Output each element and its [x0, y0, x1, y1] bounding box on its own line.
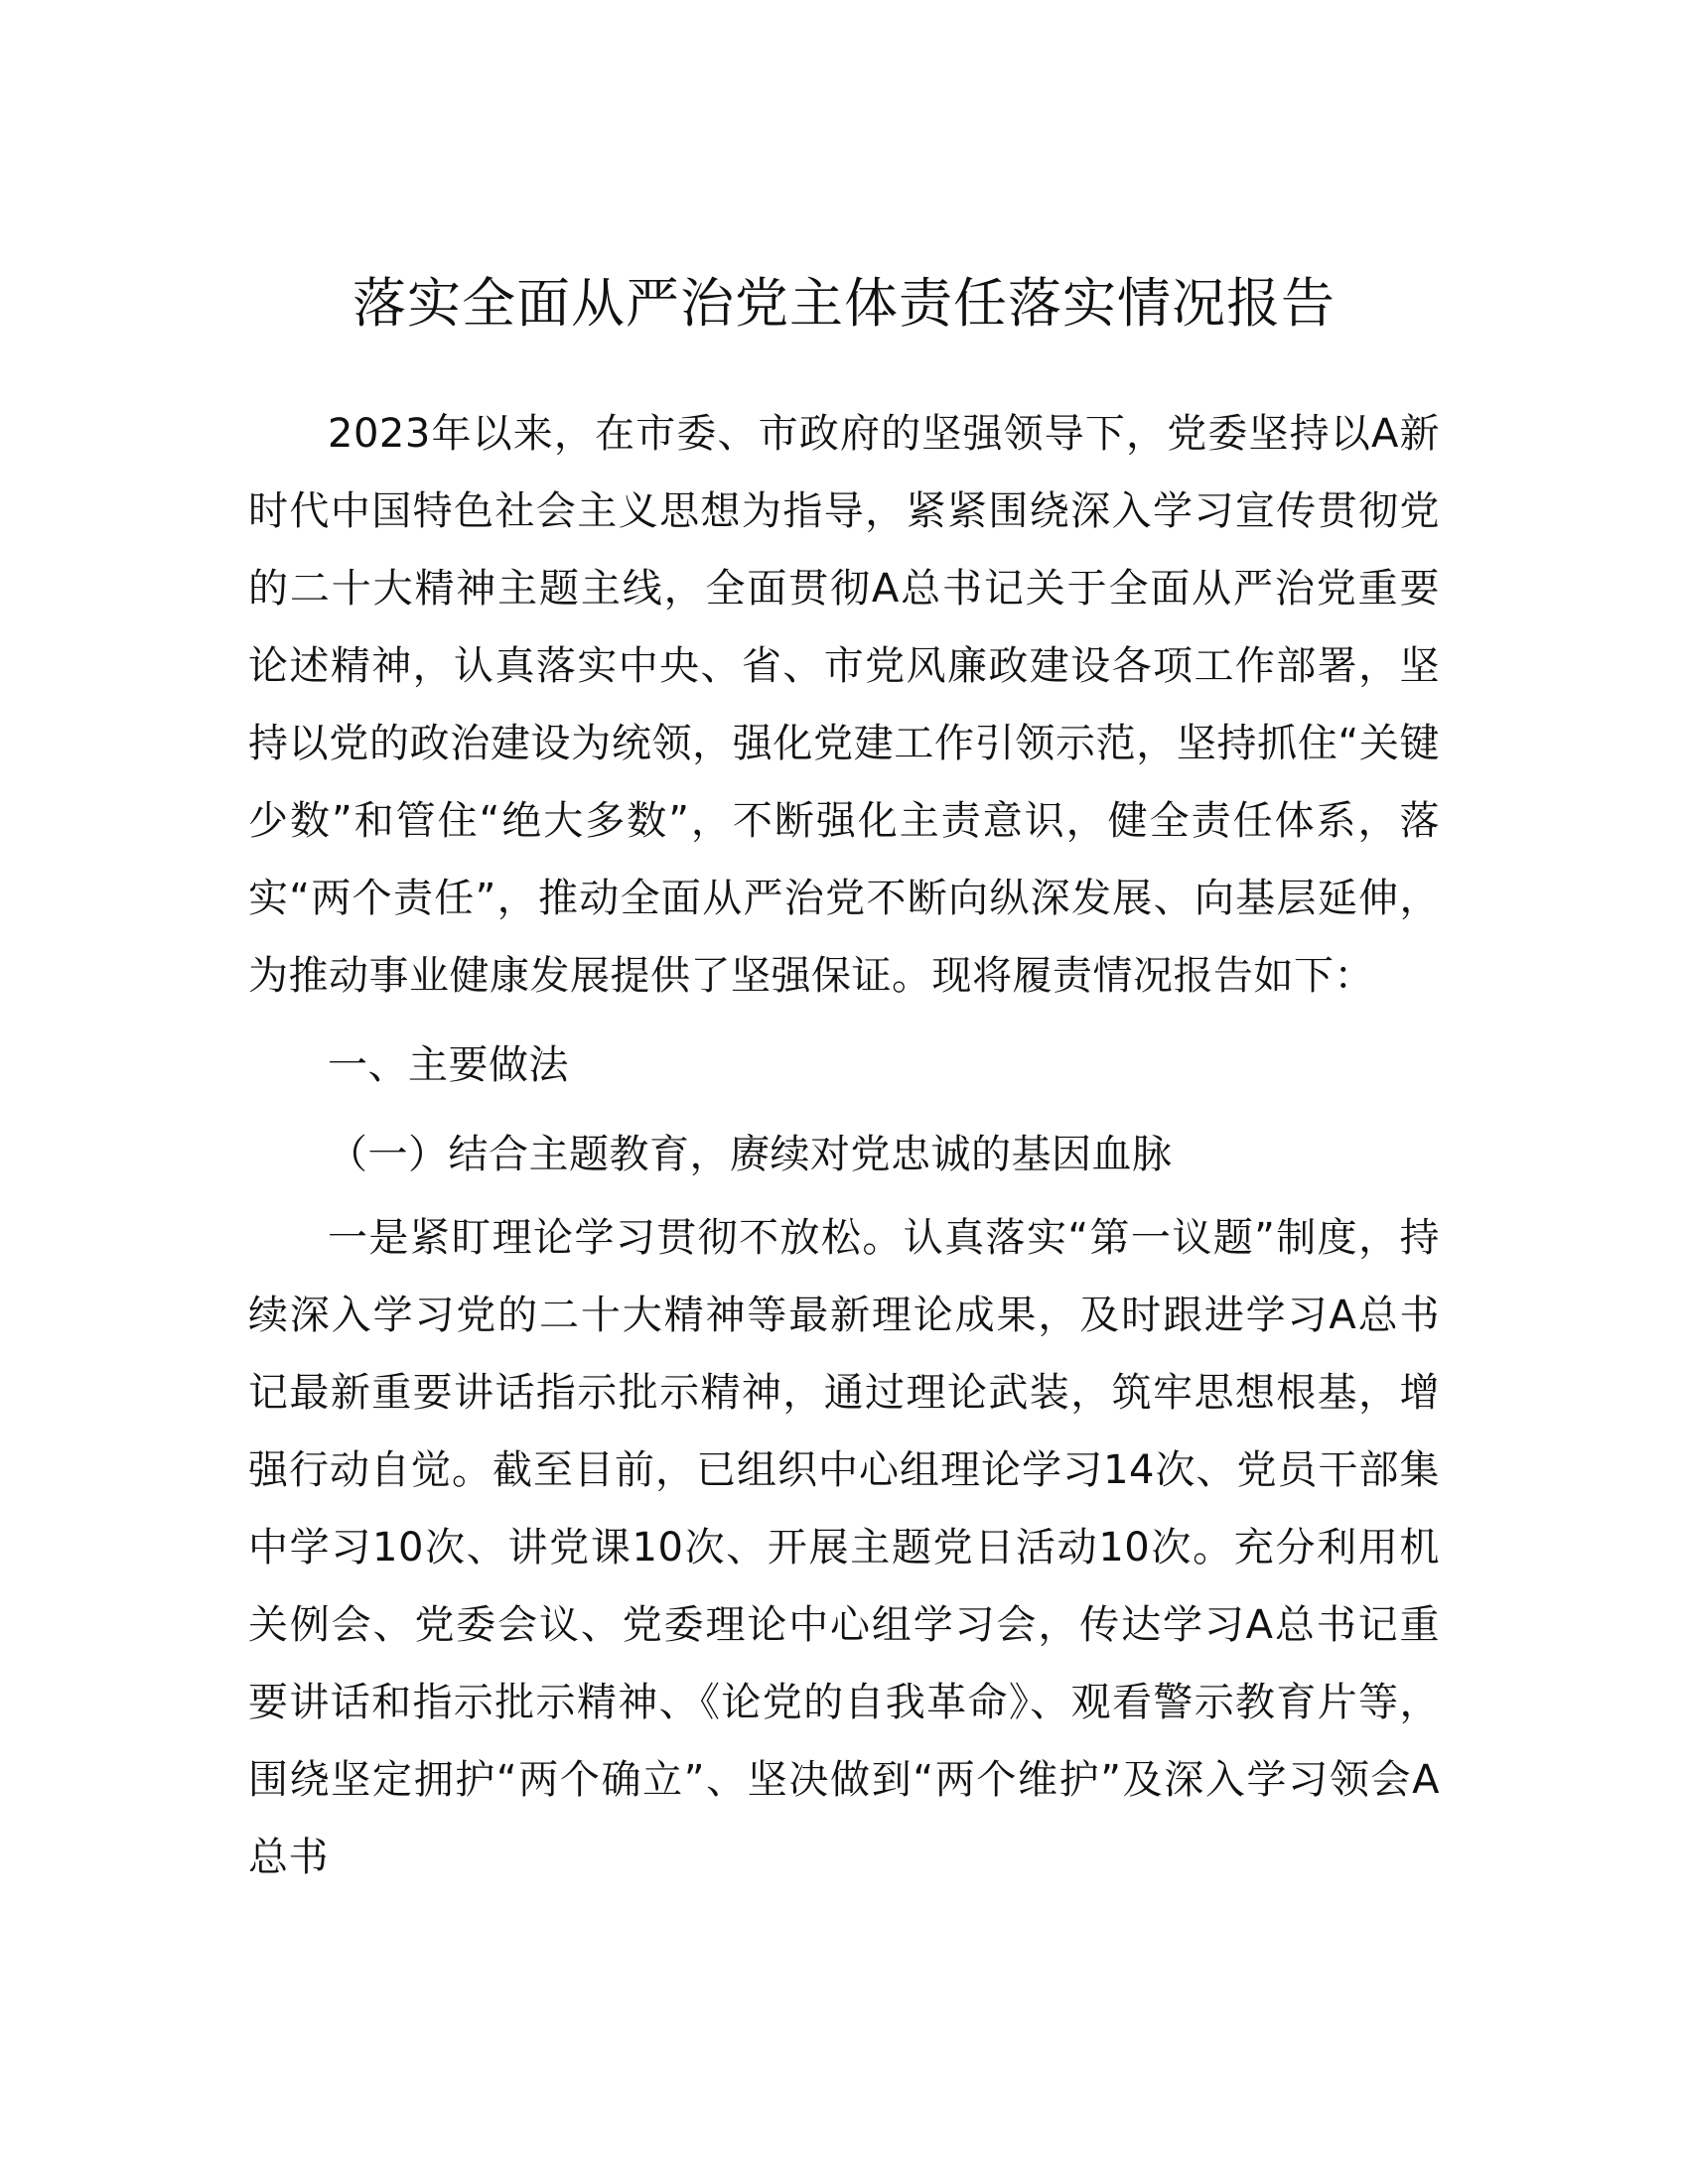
intro-paragraph: 2023年以来，在市委、市政府的坚强领导下，党委坚持以A新时代中国特色社会主义思想为指导，紧紧围绕深入学习宣传贯彻党的二十大精神主题主线，全面贯彻A总书记关于全面从严治党重要论述精神，认真落实中央、省、市党风廉政建设各项工作部署，坚持以党的政治建设为统领，强化党建工作引领示范，坚持抓住“关键少数”和管住“绝大多数”，不断强化主责意识，健全责任体系，落实“两个责任”，推动全面从严治党不断向纵深发展、向基层延伸，为推动事业健康发展提供了坚强保证。现将履责情况报告如下： [248, 411, 1440, 999]
body-paragraph: 一是紧盯理论学习贯彻不放松。认真落实“第一议题”制度，持续深入学习党的二十大精神等最新理论成果，及时跟进学习A总书记最新重要讲话指示批示精神，通过理论武装，筑牢思想根基，增强行动自觉。截至目前，已组织中心组理论学习14次、党员干部集中学习10次、讲党课10次、开展主题党日活动10次。充分利用机关例会、党委会议、党委理论中心组学习会，传达学习A总书记重要讲话和指示批示精神、《论党的自我革命》、观看警示教育片等，围绕坚定拥护“两个确立”、坚决做到“两个维护”及深入学习领会A总书 [248, 1215, 1440, 1880]
section-heading: 一、主要做法 [328, 1042, 569, 1088]
document-body [248, 395, 1440, 1896]
subsection-heading: （一）结合主题教育，赓续对党忠诚的基因血脉 [328, 1132, 1173, 1177]
document-title: 落实全面从严治党主体责任落实情况报告 [352, 272, 1336, 335]
